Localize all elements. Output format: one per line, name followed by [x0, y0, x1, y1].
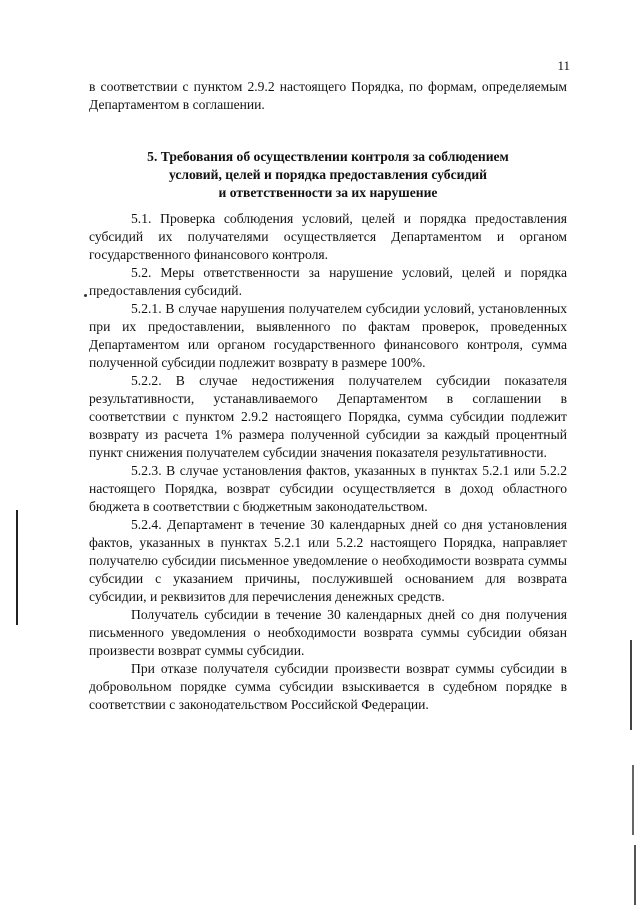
scan-edge-mark-left [16, 510, 18, 625]
scan-speck [84, 294, 87, 297]
paragraph-refusal: При отказе получателя субсидии произвести возврат суммы субсидии в добровольном порядке сумма субсидии взыскивается в судебном порядке в соответствии с законодательством Российской Федерации. [89, 661, 567, 712]
paragraph-5-1: 5.1. Проверка соблюдения условий, целей и порядка предоставления субсидий их получателями осуществляется Департаментом и органом государственного финансового контроля. [89, 211, 567, 262]
paragraph-5-2: 5.2. Меры ответственности за нарушение условий, целей и порядка предоставления субсидий. [89, 265, 567, 298]
scan-edge-mark-right-3 [634, 845, 636, 905]
scan-edge-mark-right-2 [632, 765, 634, 835]
section-heading-line-3: и ответственности за их нарушение [218, 185, 438, 200]
paragraph-5-2-1: 5.2.1. В случае нарушения получателем субсидии условий, установленных при их предоставлении, выявленного по фактам проверок, проведенных Департаментом или органом государственного финансового контроля, сумма полученной субсидии подлежит возврату в размере 100%. [89, 301, 567, 370]
section-heading [89, 148, 567, 202]
paragraph-return-deadline: Получатель субсидии в течение 30 календарных дней со дня получения письменного уведомления о необходимости возврата суммы субсидии обязан произвести возврат суммы субсидии. [89, 607, 567, 658]
intro-paragraph: в соответствии с пунктом 2.9.2 настоящего Порядка, по формам, определяемым Департаментом в соглашении. [89, 79, 567, 112]
intro-block [89, 78, 567, 114]
section-heading-line-2: условий, целей и порядка предоставления субсидий [168, 167, 488, 182]
paragraph-5-2-2: 5.2.2. В случае недостижения получателем субсидии показателя результативности, устанавливаемого Департаментом в соглашении в соответствии с пунктом 2.9.2 настоящего Порядка, сумма субсидии подлежит возврату из расчета 1% размера полученной субсидии за каждый процентный пункт снижения получателем субсидии значения показателя результативности. [89, 373, 567, 460]
section-heading-line-1: 5. Требования об осуществлении контроля за соблюдением [147, 149, 509, 164]
paragraph-5-2-4: 5.2.4. Департамент в течение 30 календарных дней со дня установления фактов, указанных в пунктах 5.2.1 или 5.2.2 настоящего Порядка, направляет получателю субсидии письменное уведомление о необходимости возврата суммы субсидии с указанием причины, послужившей основанием для возврата субсидии, и реквизитов для перечисления денежных средств. [89, 517, 567, 604]
section-body [89, 210, 567, 714]
paragraph-5-2-3: 5.2.3. В случае установления фактов, указанных в пунктах 5.2.1 или 5.2.2 настоящего Порядка, возврат субсидии осуществляется в доход областного бюджета в соответствии с бюджетным законодательством. [89, 463, 567, 514]
scan-edge-mark-right-1 [630, 640, 632, 730]
page-number: 11 [557, 58, 570, 73]
